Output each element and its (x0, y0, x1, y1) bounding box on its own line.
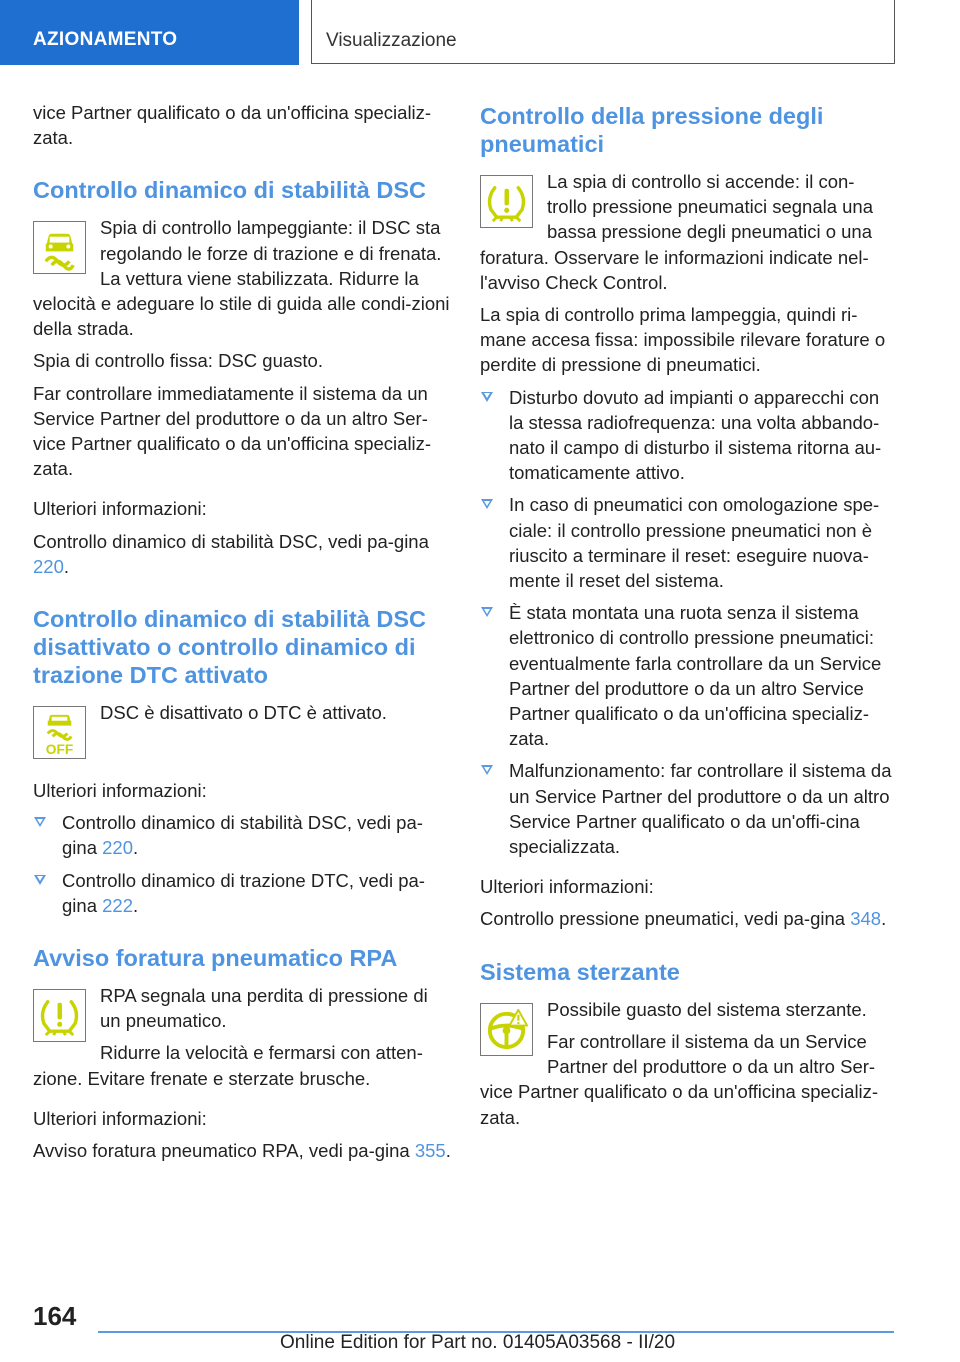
bullet-triangle-icon (481, 607, 493, 617)
steering-text-1: Possibile guasto del sistema sterzante. (547, 998, 867, 1020)
tire-pressure-icon (480, 175, 533, 228)
dsc-off-heading: Controllo dinamico di stabilità DSC disattivato o controllo dinamico di trazione DTC attivato (33, 606, 426, 689)
rpa-text-2: Ridurre la velocità e fermarsi con atten-zione. Evitare frenate e sterzate brusche. (33, 1042, 423, 1089)
tpm-reference: Controllo pressione pneumatici, vedi pa-gina 348. (480, 908, 887, 930)
steering-heading: Sistema sterzante (480, 958, 680, 985)
bullet-triangle-icon (34, 817, 46, 827)
svg-text:OFF: OFF (45, 742, 74, 758)
list-item: È stata montata una ruota senza il sistema elettronico di controllo pressione pneumatici: eventualmente farla controllare da un Service Partner del produttore o da un altro Service Partner qualificato o da un'officina specializ-zata. (480, 600, 894, 751)
topic-box (311, 0, 895, 64)
list-item: Controllo dinamico di trazione DTC, vedi pa-gina 222. (33, 868, 451, 918)
page-number: 164 (33, 1301, 77, 1331)
rpa-reference: Avviso foratura pneumatico RPA, vedi pa-gina 355. (33, 1140, 451, 1162)
bullet-triangle-icon (34, 875, 46, 885)
dsc-heading: Controllo dinamico di stabilità DSC (33, 177, 426, 204)
rpa-heading: Avviso foratura pneumatico RPA (33, 945, 398, 972)
list-item: Disturbo dovuto ad impianti o apparecchi con la stessa radiofrequenza: una volta abbando-nato il campo di disturbo il sistema ritorna au-tomaticamente attivo. (480, 385, 894, 486)
section-tab (0, 0, 299, 65)
page-link[interactable]: 220 (102, 837, 133, 859)
tpm-text-2: La spia di controllo prima lampeggia, quindi ri-mane accesa fissa: impossibile rilevare forature o perdite di pressione di pneumatici. (480, 304, 886, 376)
page-link[interactable]: 355 (414, 1140, 446, 1162)
tire-warning-icon (33, 989, 86, 1042)
tpm-heading: Controllo della pressione degli pneumatici (480, 103, 824, 157)
dsc-text-2: Spia di controllo fissa: DSC guasto. (33, 350, 323, 372)
dsc-text-3: Far controllare immediatamente il sistema da un Service Partner del produttore o da un altro Ser-vice Partner qualificato o da un'officina specializ-zata. (33, 382, 432, 480)
steering-warning-icon (480, 1003, 533, 1056)
rpa-more-label: Ulteriori informazioni: (33, 1107, 207, 1129)
intro-text: vice Partner qualificato o da un'officina specializ-zata. (33, 102, 432, 149)
tpm-text-1: La spia di controllo si accende: il con-trollo pressione pneumatici segnala una bassa pressione degli pneumatici o una foratura. Osservare le informazioni indicate nel-l'avviso Check Control. (480, 171, 874, 293)
page-link[interactable]: 222 (102, 894, 133, 916)
tpm-cause-list (480, 385, 894, 860)
dsc-more-label: Ulteriori informazioni: (33, 498, 207, 520)
rpa-text-1: RPA segnala una perdita di pressione di un pneumatico. (100, 985, 428, 1032)
dsc-text-1: Spia di controllo lampeggiante: il DSC sta regolando le forze di trazione e di frenata. La vettura viene stabilizzata. Ridurre la velocità e adeguare lo stile di guida alle condi-zioni della strada. (33, 217, 450, 340)
left-column (33, 100, 451, 1170)
right-column (480, 100, 894, 1137)
topic-title: Visualizzazione (326, 30, 457, 51)
dsc-off-reference-list (33, 810, 451, 918)
list-item: In caso di pneumatici con omologazione spe-ciale: il controllo pressione pneumatici non è riuscito a terminare il reset: eseguire nuova-mente il reset del sistema. (480, 492, 894, 593)
tpm-more-label: Ulteriori informazioni: (480, 876, 654, 898)
list-item: Malfunzionamento: far controllare il sistema da un Service Partner del produttore o da un altro Service Partner qualificato o da un'offi-cina specializzata. (480, 758, 894, 859)
dsc-off-text: DSC è disattivato o DTC è attivato. (100, 702, 387, 724)
bullet-triangle-icon (481, 392, 493, 402)
section-title: AZIONAMENTO (33, 29, 178, 50)
bullet-triangle-icon (481, 499, 493, 509)
footer-edition: Online Edition for Part no. 01405A03568 - II/20 (280, 1332, 676, 1353)
page-link[interactable]: 220 (33, 555, 64, 577)
steering-text-2: Far controllare il sistema da un Service Partner del produttore o da un altro Ser-vice Partner qualificato o da un'officina specializ-zata. (480, 1030, 879, 1128)
list-item: Controllo dinamico di stabilità DSC, vedi pa-gina 220. (33, 810, 451, 860)
page-link[interactable]: 348 (850, 908, 882, 930)
dsc-reference: Controllo dinamico di stabilità DSC, vedi pa-gina 220. (33, 530, 429, 577)
dsc-warning-icon (33, 221, 86, 274)
dsc-off-icon (33, 706, 86, 759)
bullet-triangle-icon (481, 765, 493, 775)
dsc-off-more-label: Ulteriori informazioni: (33, 780, 207, 802)
